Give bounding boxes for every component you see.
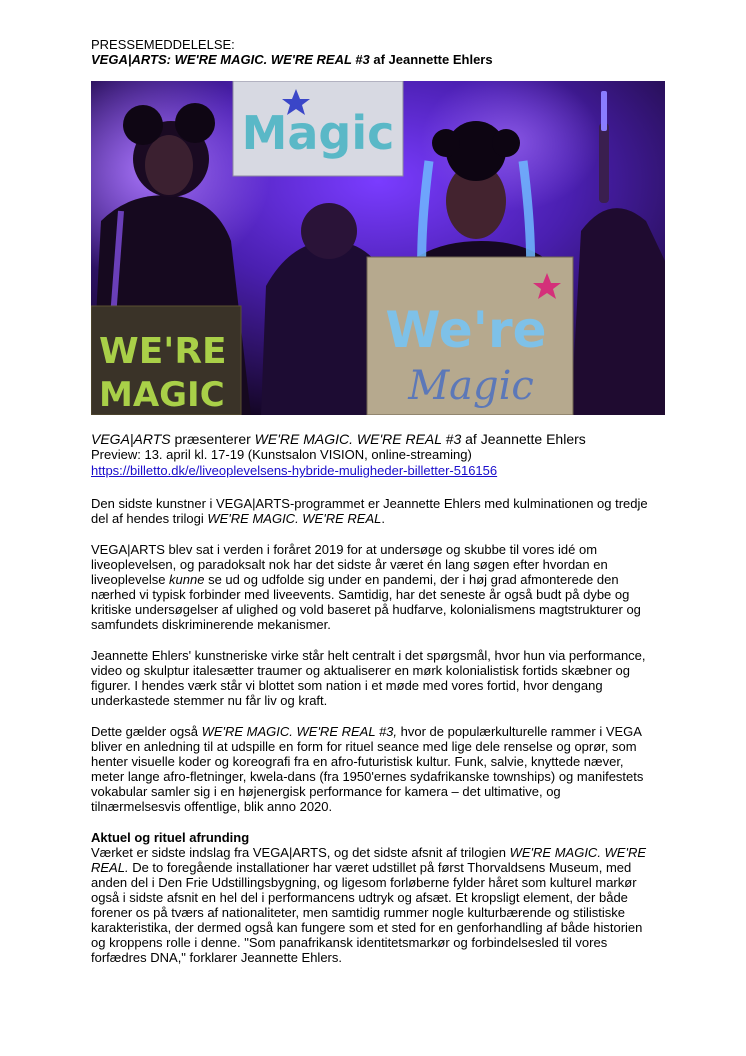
press-release-page <box>91 37 691 965</box>
title-artist: af Jeannette Ehlers <box>369 52 493 67</box>
paragraph-closing <box>91 830 691 965</box>
paragraph-intro <box>91 496 691 526</box>
section-heading: Aktuel og rituel afrunding <box>91 830 250 845</box>
paragraph-line: tilnærmelsesvis offentlige, blik anno 2020. <box>91 799 333 814</box>
paragraph-line: nærhed vi typisk forbinder med liveevents. Samtidig, har det seneste år også budt på dybe og <box>91 587 630 602</box>
paragraph-line: VEGA|ARTS blev sat i verden i foråret 2019 for at undersøge og skubbe til vores idé om <box>91 542 598 557</box>
paragraph-line: karakteristika, der dermed også kan fungere som et sted for en genforhandling af både historien <box>91 920 643 935</box>
caption-work: WE'RE MAGIC. WE'RE REAL #3 <box>254 431 462 447</box>
document-label: PRESSEMEDDELELSE: <box>91 37 235 52</box>
preview-info: Preview: 13. april kl. 17-19 (Kunstsalon VISION, online-streaming) <box>91 447 472 462</box>
ticket-link[interactable]: https://billetto.dk/e/liveoplevelsens-hybride-muligheder-billetter-516156 <box>91 463 498 478</box>
sign-left-line2: MAGIC <box>99 375 225 415</box>
paragraph-vega-arts <box>91 542 691 632</box>
paragraph-line: og kroppens rolle i denne. "Som panafrikansk identitetsmarkør og forbindelsesled til vores <box>91 935 608 950</box>
paragraph-artist <box>91 648 691 708</box>
paragraph-line: REAL. De to foregående installationer har været udstillet på først Thorvaldsens Museum, med <box>91 860 632 875</box>
performance-photo <box>91 81 665 415</box>
paragraph-line: forfædres DNA," forklarer Jeannette Ehlers. <box>91 950 342 965</box>
paragraph-line: liveoplevelsen, og paradoksalt nok har det sidste år været én lang søgen efter hvordan en <box>91 557 608 572</box>
paragraph-line: også i sidste afsnit en hel del i performancens udtryk og afsæt. Et kropsligt element, der både <box>91 890 628 905</box>
paragraph-line: forener os på tværs af nationaliteter, men samtidig rummer nogle kulturbærende og stilistiske <box>91 905 625 920</box>
paragraph-line: del af hendes trilogi WE'RE MAGIC. WE'RE REAL. <box>91 511 385 526</box>
paragraph-line: figurer. I hendes værk står vi blottet som nation i et møde med vores fortid, hvor dengang <box>91 678 603 693</box>
paragraph-line: kritiske undersøgelser af ulighed og vold baseret på hudfarve, kolonialismens magtstrukturer og <box>91 602 641 617</box>
sign-center-line1: We're <box>385 301 547 359</box>
paragraph-line: bliver en anledning til at udspille en form for rituel seance med lige dele renselse og oprør, som <box>91 739 637 754</box>
paragraph-line: liveoplevelse kunne se ud og udfolde sig under en pandemi, der i høj grad afmonterede den <box>91 572 619 587</box>
paragraph-line: vokabular samler sig i en højenergisk performance for kamera – det ultimative, og <box>91 784 561 799</box>
title-work-name: VEGA|ARTS: WE'RE MAGIC. WE'RE REAL #3 <box>91 52 370 67</box>
caption-headline <box>91 431 691 447</box>
paragraph-line: video og skulptur italesætter traumer og aktualiserer en mørk kolonialistisk fortids skæbner og <box>91 663 631 678</box>
paragraph-line: underkastede stemmer nu får liv og kraft. <box>91 693 328 708</box>
paragraph-line: meter lange afro-fletninger, kwela-dans (fra 1950'ernes sydafrikanske townships) og manifestets <box>91 769 644 784</box>
sign-center-line2: Magic <box>408 363 534 409</box>
paragraph-line: henter visuelle koder og koreografi fra en afro-futuristisk kultur. Funk, salvie, knyttede næver, <box>91 754 624 769</box>
paragraph-line: anden del i Den Frie Udstillingsbygning, og ligesom forløberne fylder håret som kulturel markør <box>91 875 637 890</box>
performance-photo-image <box>91 81 665 415</box>
paragraph-line: Jeannette Ehlers' kunstneriske virke står helt centralt i det spørgsmål, hvor hun via performance, <box>91 648 646 663</box>
caption-presents: præsenterer <box>170 431 255 447</box>
document-title <box>91 52 691 67</box>
sign-top-text: Magic <box>241 106 395 160</box>
paragraph-line: Dette gælder også WE'RE MAGIC. WE'RE REAL #3, hvor de populærkulturelle rammer i VEGA <box>91 724 642 739</box>
paragraph-performance <box>91 724 691 814</box>
paragraph-line: Værket er sidste indslag fra VEGA|ARTS, og det sidste afsnit af trilogien WE'RE MAGIC. WE'RE <box>91 845 647 860</box>
paragraph-line: Den sidste kunstner i VEGA|ARTS-programmet er Jeannette Ehlers med kulminationen og tredje <box>91 496 648 511</box>
caption-brand: VEGA|ARTS <box>91 431 171 447</box>
caption-artist: af Jeannette Ehlers <box>461 431 586 447</box>
sign-left-line1: WE'RE <box>99 331 227 372</box>
paragraph-line: samfundets diskriminerende mekanismer. <box>91 617 331 632</box>
